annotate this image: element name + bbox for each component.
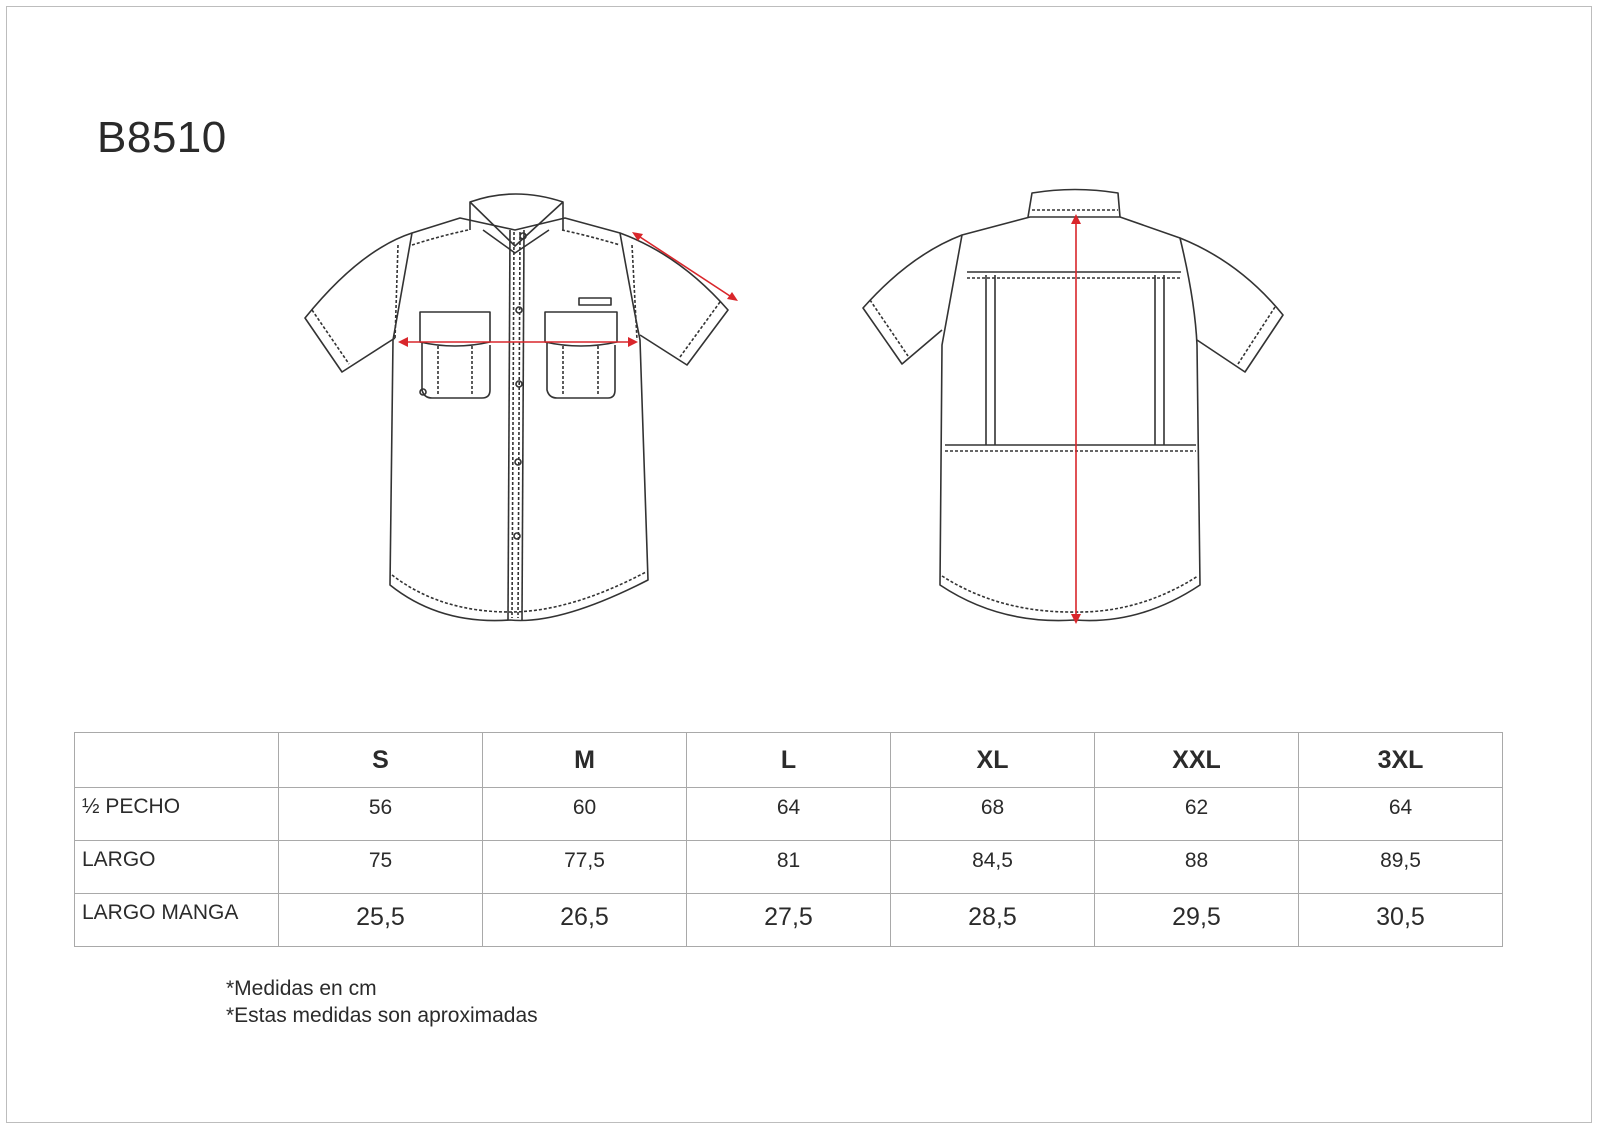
table-row <box>75 788 1503 841</box>
footnote-approx: *Estas medidas son aproximadas <box>226 1004 538 1027</box>
table-cell: 89,5 <box>1299 841 1503 894</box>
chest-measure-arrow <box>398 337 638 347</box>
table-cell: 60 <box>483 788 687 841</box>
size-header: L <box>687 733 891 788</box>
size-header: XXL <box>1095 733 1299 788</box>
table-corner-cell <box>75 733 279 788</box>
size-header: S <box>279 733 483 788</box>
row-label: LARGO MANGA <box>75 894 279 947</box>
model-code: B8510 <box>97 113 227 162</box>
table-cell: 30,5 <box>1299 894 1503 947</box>
footnote-units: *Medidas en cm <box>226 977 377 1000</box>
table-cell: 27,5 <box>687 894 891 947</box>
size-header: 3XL <box>1299 733 1503 788</box>
table-cell: 56 <box>279 788 483 841</box>
table-cell: 77,5 <box>483 841 687 894</box>
shirt-front-outline <box>305 194 728 621</box>
table-cell: 84,5 <box>891 841 1095 894</box>
table-row <box>75 841 1503 894</box>
table-cell: 81 <box>687 841 891 894</box>
row-label: LARGO <box>75 841 279 894</box>
table-cell: 64 <box>687 788 891 841</box>
table-cell: 64 <box>1299 788 1503 841</box>
shirt-back-outline <box>863 190 1283 621</box>
size-table <box>74 732 1503 947</box>
table-cell: 28,5 <box>891 894 1095 947</box>
size-header-row <box>75 733 1503 788</box>
footnotes <box>226 975 538 1029</box>
sleeve-measure-arrow <box>632 232 738 301</box>
length-measure-arrow <box>1071 214 1081 624</box>
table-cell: 29,5 <box>1095 894 1299 947</box>
table-cell: 62 <box>1095 788 1299 841</box>
table-cell: 25,5 <box>279 894 483 947</box>
row-label: ½ PECHO <box>75 788 279 841</box>
shirt-back-drawing <box>850 180 1290 630</box>
table-cell: 88 <box>1095 841 1299 894</box>
table-cell: 26,5 <box>483 894 687 947</box>
size-header: XL <box>891 733 1095 788</box>
table-cell: 68 <box>891 788 1095 841</box>
page-frame <box>6 6 1592 1123</box>
table-row <box>75 894 1503 947</box>
size-header: M <box>483 733 687 788</box>
table-cell: 75 <box>279 841 483 894</box>
shirt-front-drawing <box>290 180 750 630</box>
